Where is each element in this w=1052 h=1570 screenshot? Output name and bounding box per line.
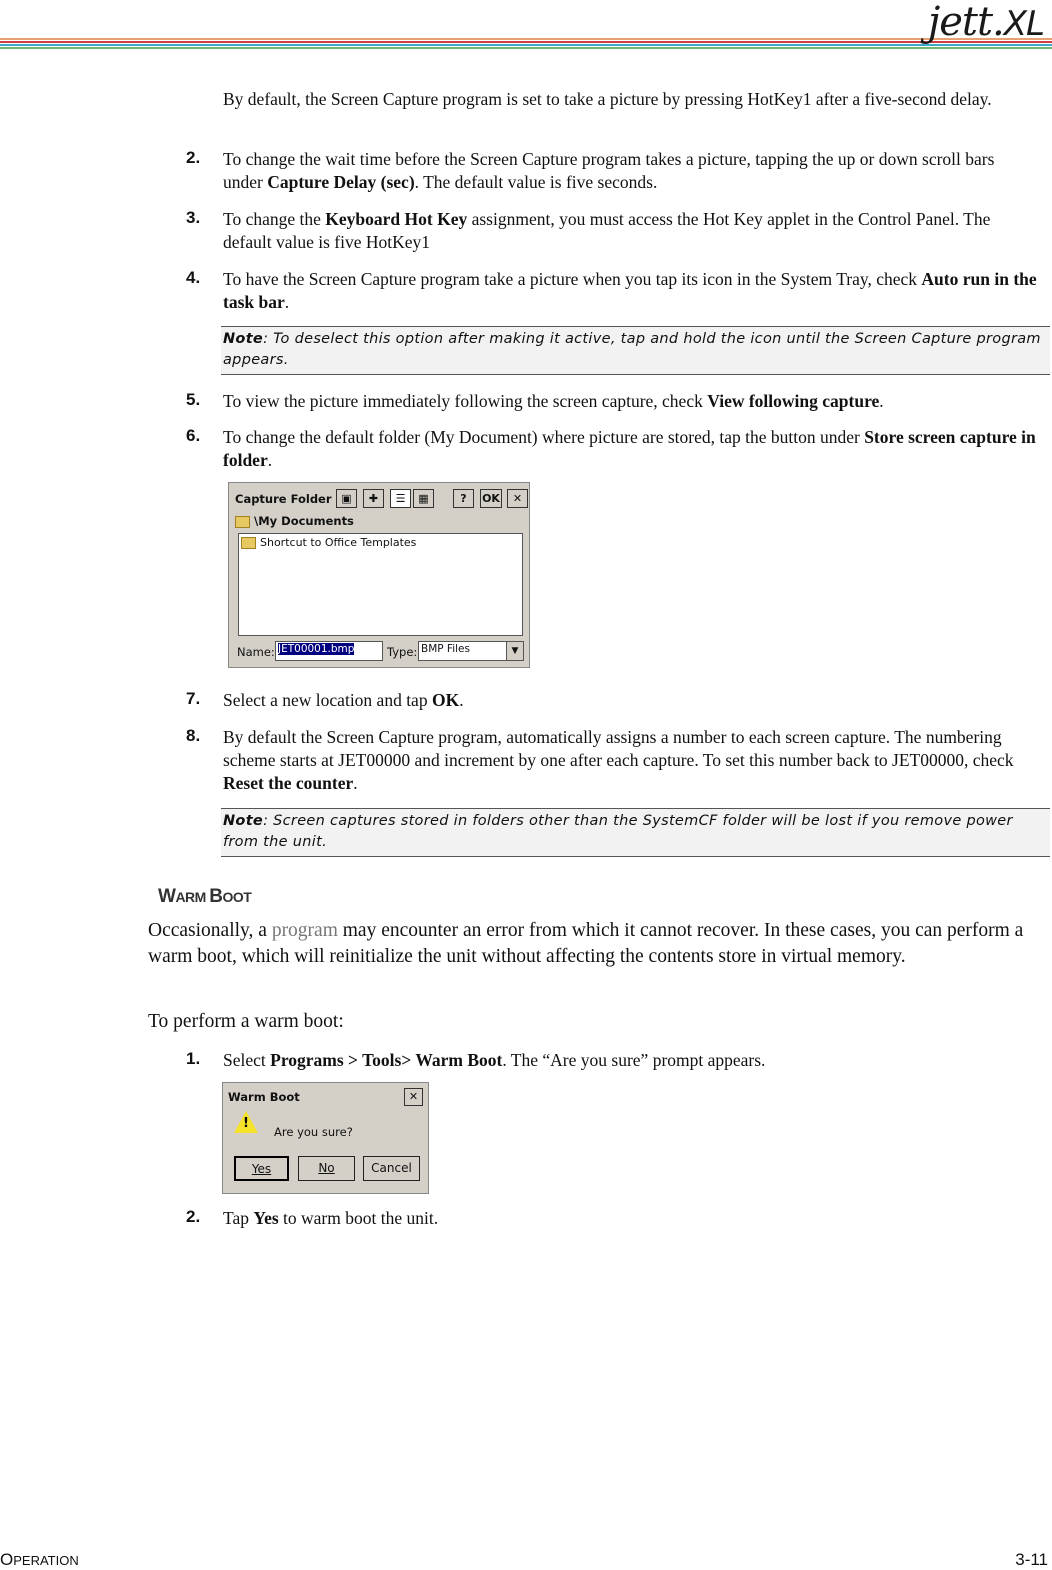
step-number: 1. [186,1049,201,1068]
intro-text: By default, the Screen Capture program is set to take a picture by pressing HotKey1 after a five-second delay. [223,89,992,109]
header-line-1 [0,38,1052,40]
cancel-button[interactable]: Cancel [363,1156,420,1181]
step-number: 7. [186,689,201,708]
step-number: 6. [186,426,201,445]
step-text: To have the Screen Capture program take a picture when you tap its icon in the System Tray, check Auto run in the task bar. [223,269,1037,312]
close-button[interactable]: ✕ [507,489,528,508]
step-number: 2. [186,1207,201,1226]
step-text: Select a new location and tap OK. [223,690,464,710]
step-number: 5. [186,390,201,409]
step-text: To change the wait time before the Screen Capture program takes a picture, tapping the up or down scroll bars under Capture Delay (sec). The default value is five seconds. [223,149,995,192]
program-link[interactable]: program [271,920,338,941]
footer-section-name: OPERATION [0,1550,79,1569]
dialog-title: Warm Boot [228,1090,300,1104]
up-folder-icon[interactable]: ▣ [336,489,357,508]
warning-icon: ! [234,1111,258,1133]
details-view-icon[interactable]: ▦ [413,489,434,508]
step-text: Tap Yes to warm boot the unit. [223,1208,439,1228]
section-heading: WARM BOOT [158,886,252,907]
step-number: 2. [186,148,201,167]
header-line-3 [0,44,1052,46]
step-text: To view the picture immediately following the screen capture, check View following capture. [223,391,884,411]
note-box: Note: To deselect this option after making it active, tap and hold the icon until the Screen Capture program appears. [221,326,1050,375]
path-label: \My Documents [235,514,354,528]
page-number: 3-11 [1015,1550,1048,1569]
header-line-2 [0,41,1052,43]
capture-folder-dialog [228,482,530,668]
shortcut-folder-icon [241,537,256,549]
prompt-text: Are you sure? [274,1125,353,1139]
help-button[interactable]: ? [453,489,474,508]
name-label: Name: [237,645,275,659]
step-text: Select Programs > Tools> Warm Boot. The “Are you sure” prompt appears. [223,1050,766,1070]
step-text: To change the Keyboard Hot Key assignment, you must access the Hot Key applet in the Control Panel. The default value is five HotKey1 [223,209,991,252]
step-number: 4. [186,268,201,287]
dialog-title: Capture Folder [235,492,332,506]
folder-icon [235,516,250,528]
chevron-down-icon: ▼ [506,642,523,660]
yes-button[interactable]: Yes [234,1156,289,1181]
step-text: To change the default folder (My Document) where picture are stored, tap the button under Store screen capture in folder. [223,427,1036,470]
type-select[interactable]: BMP Files ▼ [418,641,524,661]
note-box: Note: Screen captures stored in folders other than the SystemCF folder will be lost if you remove power from the unit. [221,808,1050,857]
step-number: 8. [186,726,201,745]
step-number: 3. [186,208,201,227]
no-button[interactable]: No [298,1156,355,1181]
warm-boot-dialog [222,1082,429,1194]
ok-button[interactable]: OK [480,489,502,508]
folder-list[interactable] [238,533,523,636]
header-rule [0,38,1052,50]
list-item[interactable]: Shortcut to Office Templates [241,536,416,549]
close-button[interactable]: ✕ [404,1088,423,1106]
new-folder-icon[interactable]: ✚ [363,489,384,508]
type-label: Type: [387,645,418,659]
jett-xl-logo: jett.XL [927,0,1044,45]
step-text: By default the Screen Capture program, automatically assigns a number to each screen capture. The numbering scheme starts at JET00000 and increment by one after each capture. To set this number back to JET00000, check Reset the counter. [223,727,1014,793]
section-lead: To perform a warm boot: [148,1011,344,1032]
header-line-4 [0,47,1052,49]
name-input[interactable]: JET00001.bmp [275,641,383,661]
section-paragraph: Occasionally, a program may encounter an error from which it cannot recover. In these cases, you can perform a warm boot, which will reinitialize the unit without affecting the contents store in virtual memory. [148,920,1024,967]
list-view-icon[interactable]: ☰ [390,489,411,508]
